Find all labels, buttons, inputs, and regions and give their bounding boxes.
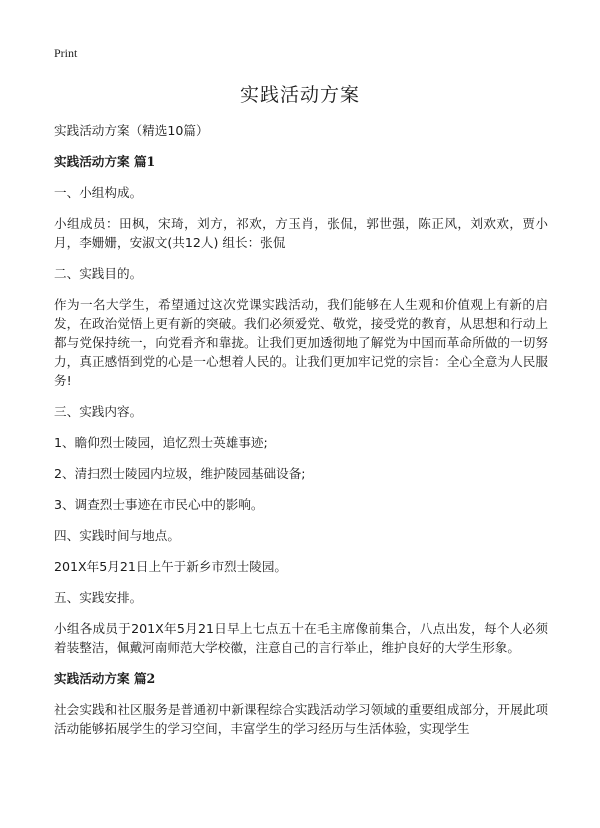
paragraph: 五、实践安排。 [54,590,143,605]
paragraph: 小组成员：田枫，宋琦，刘方，祁欢，方玉肖，张侃，郭世强，陈正风，刘欢欢，贾小月，李姗姗，安淑文(共12人) 组长：张侃 [54,216,548,250]
paragraph: 201X年5月21日上午于新乡市烈士陵园。 [54,559,288,574]
paragraph: 1、瞻仰烈士陵园，追忆烈士英雄事迹; [54,435,268,450]
paragraph: 四、实践时间与地点。 [54,528,180,543]
paragraph: 社会实践和社区服务是普通初中新课程综合实践活动学习领域的重要组成部分，开展此项活动能够拓展学生的学习空间，丰富学生的学习经历与生活体验，实现学生 [54,702,548,736]
document-body [54,121,548,750]
paragraph: 二、实践目的。 [54,266,143,281]
paragraph: 三、实践内容。 [54,404,143,419]
document-title: 实践活动方案 [239,84,360,106]
paragraph: 3、调查烈士事迹在市民心中的影响。 [54,497,264,512]
paragraph: 2、清扫烈士陵园内垃圾，维护陵园基础设备; [54,466,306,481]
document-subtitle: 实践活动方案（精选10篇） [54,123,209,138]
print-link[interactable]: Print [54,46,78,60]
paragraph: 小组各成员于201X年5月21日早上七点五十在毛主席像前集合，八点出发，每个人必须着装整洁，佩戴河南师范大学校徽，注意自己的言行举止，维护良好的大学生形象。 [54,621,548,655]
paragraph: 一、小组构成。 [54,185,143,200]
section-heading-2: 实践活动方案 篇2 [54,671,156,686]
section-heading-1: 实践活动方案 篇1 [54,154,156,169]
paragraph: 作为一名大学生，希望通过这次党课实践活动，我们能够在人生观和价值观上有新的启发，在政治觉悟上更有新的突破。我们必须爱党、敬党，接受党的教育，从思想和行动上都与党保持统一，向党看齐和靠拢。让我们更加透彻地了解党为中国而革命所做的一切努力，真正感悟到党的心是一心想着人民的。让我们更加牢记党的宗旨：全心全意为人民服务! [54,297,548,388]
